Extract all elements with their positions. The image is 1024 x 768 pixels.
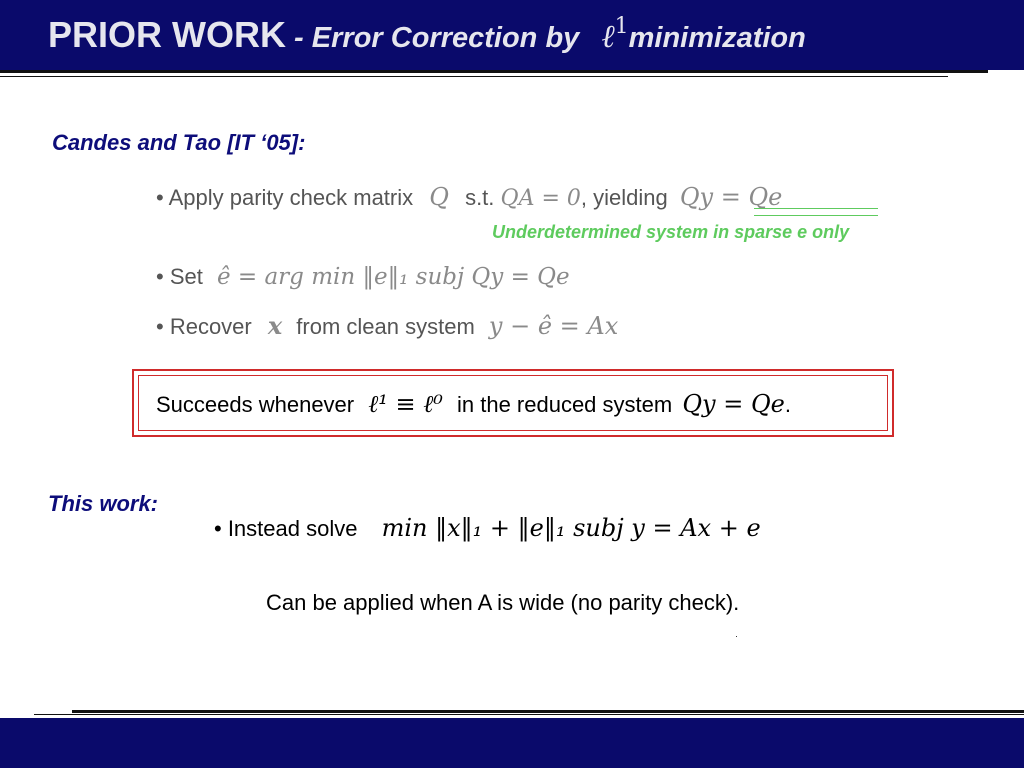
result-equation: Qy = Qe [682, 390, 785, 418]
header-rule-thick [0, 70, 988, 73]
bullet1-Qy-eq: Qy = Qe [679, 183, 783, 211]
footer-rule-thin [34, 714, 1024, 715]
bullet2-prefix: • Set [156, 264, 203, 289]
bullet1-QA-eq: QA = 0 [500, 186, 581, 211]
title-sub-before: Error Correction by [311, 22, 580, 54]
underdetermined-note: Underdetermined system in sparse e only [492, 222, 850, 242]
title-main: PRIOR WORK [48, 14, 286, 55]
bullet3-prefix: • Recover [156, 314, 252, 339]
conclusion-text: Can be applied when A is wide (no parity check). [266, 590, 740, 615]
bullet1-Q: Q [429, 183, 449, 211]
bullet3-mid: from clean system [296, 314, 475, 339]
title-ell-superscript: 1 [614, 14, 629, 39]
bullet-set [156, 264, 570, 290]
footer-bar [0, 718, 1024, 768]
prior-heading: Candes and Tao [IT ‘05]: [52, 130, 306, 155]
bullet3-equation: y − ê = Ax [488, 312, 619, 340]
work-bullet-prefix: • Instead solve [214, 516, 358, 541]
bullet2-equation: ê = arg min ‖e‖₁ subj Qy = Qe [216, 264, 570, 290]
result-prefix: Succeeds whenever [156, 392, 355, 417]
bullet-instead-solve [214, 514, 761, 542]
this-work-heading: This work: [48, 491, 159, 516]
header-rule-thin [0, 76, 948, 77]
result-end: . [784, 392, 791, 417]
result-statement [156, 390, 791, 419]
bullet3-x: x [267, 311, 283, 340]
footer-rule-thick [72, 710, 1024, 713]
bullet1-yielding: , yielding [580, 185, 668, 210]
stray-dot [736, 636, 737, 637]
title-sub-after: minimization [628, 22, 806, 54]
result-mid: in the reduced system [456, 392, 673, 417]
equation-underline [754, 208, 878, 216]
bullet1-st: s.t. [465, 185, 495, 210]
title-ell-symbol: ℓ [601, 17, 615, 55]
work-equation: min ‖x‖₁ + ‖e‖₁ subj y = Ax + e [381, 514, 761, 542]
title-dash: - [286, 22, 312, 54]
bullet-parity-check [156, 183, 782, 211]
result-equivalence: ℓ¹ ≡ ℓ⁰ [368, 390, 443, 418]
slide-title [48, 14, 806, 64]
bullet1-prefix: • Apply parity check matrix [156, 185, 414, 210]
bullet-recover [156, 311, 618, 340]
